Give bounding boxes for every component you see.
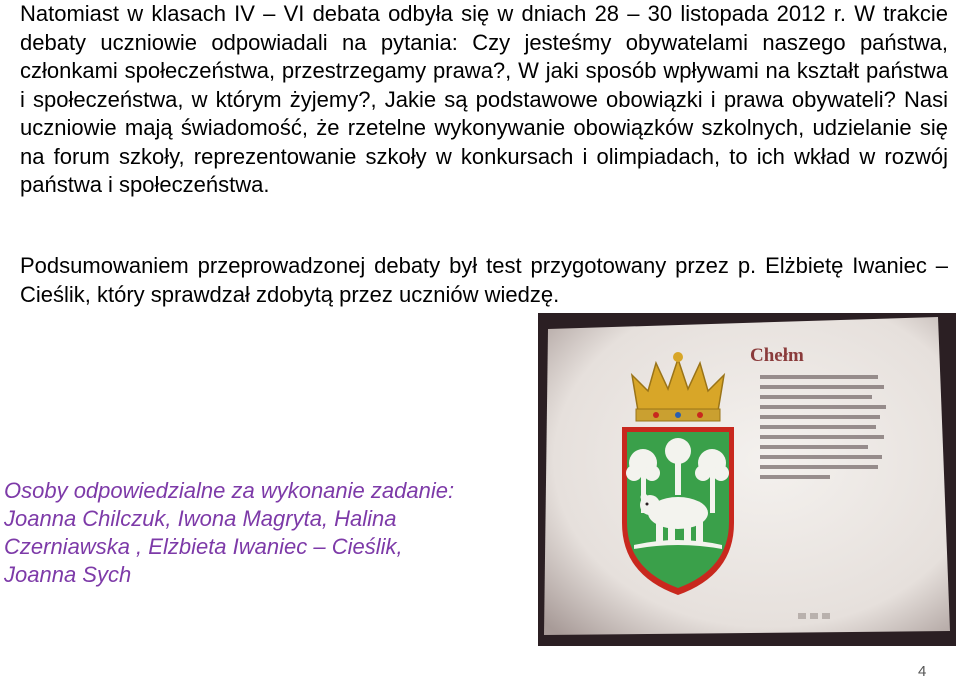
- credits-block: [4, 477, 544, 589]
- credits-line: Joanna Chilczuk, Iwona Magryta, Halina: [4, 506, 397, 531]
- body-paragraph-summary: Podsumowaniem przeprowadzonej debaty był test przygotowany przez p. Elżbietę Iwaniec – Cieślik, który sprawdzał zdobytą przez uczniów wiedzę.: [20, 253, 948, 307]
- body-paragraph-debate: Natomiast w klasach IV – VI debata odbyła się w dniach 28 – 30 listopada 2012 r. W trakcie debaty uczniowie odpowiadali na pytania: Czy jesteśmy obywatelami naszego państwa, członkami społeczeństwa, przestrzegamy prawa?, W jaki sposób wpływami na kształt państwa i społeczeństwa, w którym żyjemy?, Jakie są podstawowe obowiązki i prawa obywateli? Nasi uczniowie mają świadomość, że rzetelne wykonywanie obowiązków szkolnych, udzielanie się na forum szkoły, reprezentowanie szkoły w konkursach i olimpiadach, to ich wkład w rozwój państwa i społeczeństwa.: [20, 1, 948, 197]
- credits-line: Czerniawska , Elżbieta Iwaniec – Cieślik,: [4, 534, 403, 559]
- credits-heading: Osoby odpowiedzialne za wykonanie zadanie:: [4, 478, 455, 503]
- projected-screen: [544, 317, 950, 635]
- slide-controls: [798, 613, 830, 619]
- page-number: 4: [918, 663, 927, 680]
- slide-heading: Chełm: [750, 345, 804, 366]
- coat-of-arms-icon: [622, 427, 734, 595]
- projector-photo: [538, 313, 956, 646]
- credits-line: Joanna Sych: [4, 562, 132, 587]
- projector-slide-illustration: [538, 313, 956, 646]
